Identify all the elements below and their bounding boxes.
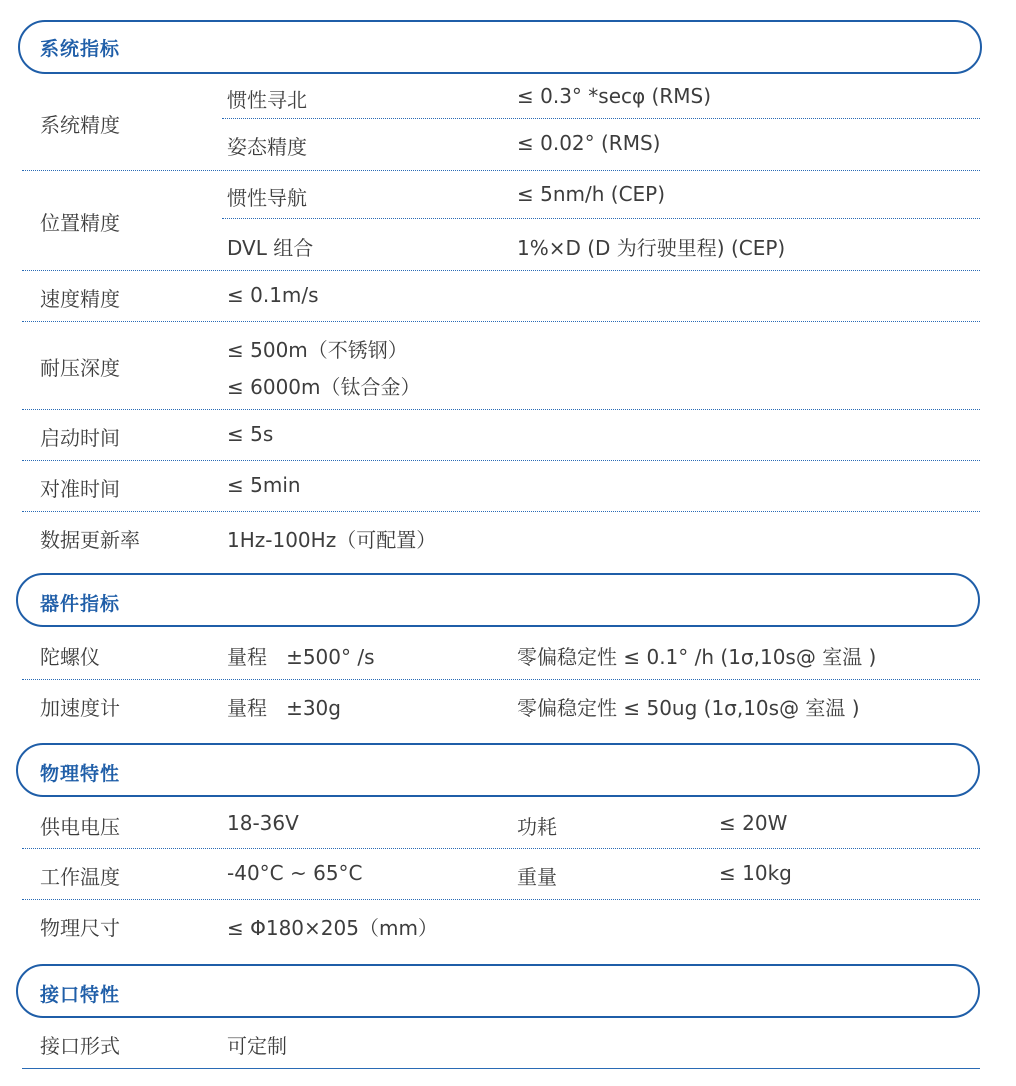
section-header	[16, 964, 980, 1018]
row-label: 供电电压	[40, 815, 120, 839]
section-header	[16, 743, 980, 797]
row-label: 工作温度	[40, 865, 120, 889]
table-row	[22, 76, 980, 171]
row-value: ≤ 500m（不锈钢）	[227, 338, 408, 362]
spec-rows	[22, 799, 980, 950]
row-label: 功耗	[517, 815, 557, 839]
spec-rows	[22, 629, 980, 730]
sub-label: DVL 组合	[227, 236, 314, 260]
row-value: 1Hz-100Hz（可配置）	[227, 528, 437, 552]
row-value: 18-36V	[227, 811, 299, 835]
table-row	[22, 1020, 980, 1069]
row-label: 重量	[517, 865, 557, 889]
sub-value: 1%×D (D 为行驶里程) (CEP)	[517, 236, 786, 260]
row-value: -40°C ~ 65°C	[227, 861, 363, 885]
spec-rows	[22, 1020, 980, 1069]
row-value: ≤ 10kg	[719, 861, 792, 885]
table-row	[22, 410, 980, 461]
row-value: ≤ 5min	[227, 473, 301, 497]
sub-row	[222, 76, 980, 119]
table-row	[22, 461, 980, 512]
row-value: 量程 ±30g	[227, 696, 341, 720]
sub-value: ≤ 0.02° (RMS)	[517, 131, 661, 155]
row-label: 位置精度	[40, 211, 120, 235]
table-row	[22, 171, 980, 271]
table-row	[22, 849, 980, 900]
row-value: ≤ Φ180×205（mm）	[227, 916, 438, 940]
section-title: 器件指标	[40, 593, 121, 615]
table-row	[22, 680, 980, 730]
row-label: 接口形式	[40, 1034, 120, 1058]
row-value: 量程 ±500° /s	[227, 645, 375, 669]
sub-label: 惯性寻北	[227, 88, 307, 112]
section-header	[16, 573, 980, 627]
table-row	[22, 900, 980, 950]
row-label: 耐压深度	[40, 356, 120, 380]
row-value: ≤ 0.1m/s	[227, 283, 319, 307]
section-header	[18, 20, 982, 74]
table-row	[22, 799, 980, 849]
row-value: ≤ 20W	[719, 811, 788, 835]
row-label: 启动时间	[40, 426, 120, 450]
row-value: ≤ 5s	[227, 422, 274, 446]
table-row	[22, 512, 980, 562]
sub-row	[222, 171, 980, 219]
row-value: 零偏稳定性 ≤ 50ug (1σ,10s@ 室温 )	[517, 696, 860, 720]
table-row	[22, 322, 980, 410]
row-value: 零偏稳定性 ≤ 0.1° /h (1σ,10s@ 室温 )	[517, 645, 877, 669]
sub-label: 惯性导航	[227, 186, 307, 210]
section-title: 系统指标	[40, 38, 121, 60]
row-label: 对准时间	[40, 477, 120, 501]
row-label: 速度精度	[40, 287, 120, 311]
row-label: 数据更新率	[40, 528, 140, 552]
table-row	[22, 271, 980, 322]
row-value: 可定制	[227, 1034, 287, 1058]
spec-rows	[22, 76, 980, 562]
sub-value: ≤ 0.3° *secφ (RMS)	[517, 84, 712, 108]
row-label: 物理尺寸	[40, 916, 120, 940]
row-label: 加速度计	[40, 696, 120, 720]
row-value: ≤ 6000m（钛合金）	[227, 375, 421, 399]
sub-value: ≤ 5nm/h (CEP)	[517, 182, 666, 206]
sub-label: 姿态精度	[227, 135, 307, 159]
table-row	[22, 629, 980, 680]
section-title: 物理特性	[40, 763, 121, 785]
row-label: 系统精度	[40, 113, 120, 137]
section-title: 接口特性	[40, 984, 121, 1006]
row-label: 陀螺仪	[40, 645, 100, 669]
